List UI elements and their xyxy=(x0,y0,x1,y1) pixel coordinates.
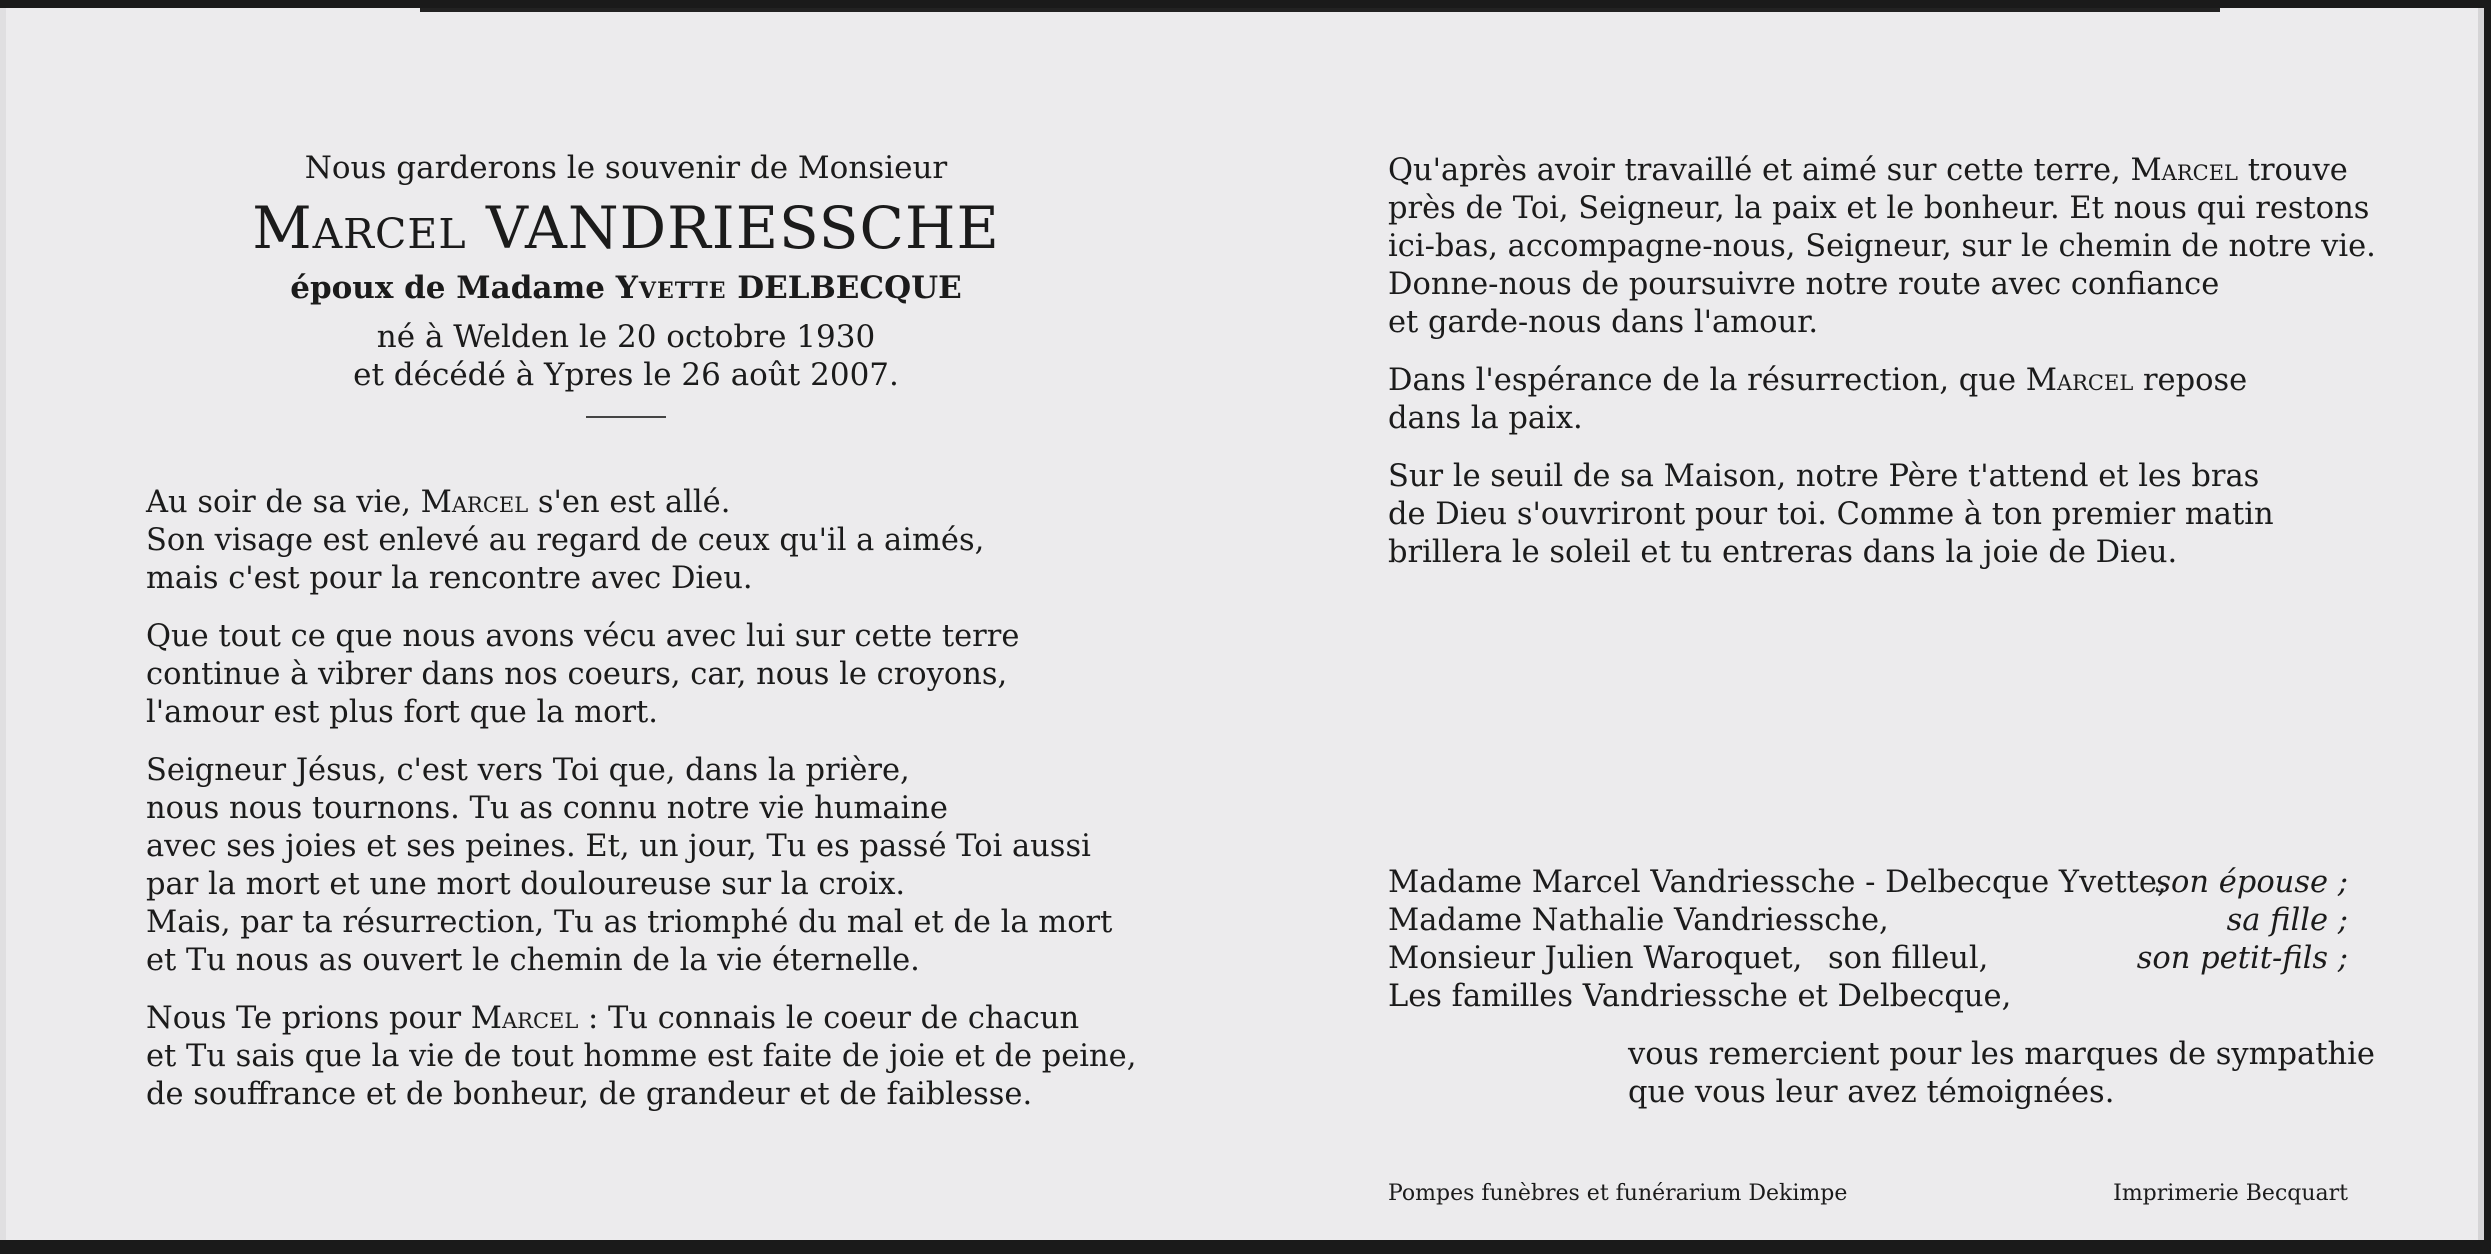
text-line: ici-bas, accompagne-nous, Seigneur, sur le chemin de notre vie. xyxy=(1388,229,2376,264)
spouse-line xyxy=(146,266,1106,310)
death-line: et décédé à Ypres le 26 août 2007. xyxy=(353,357,899,393)
dates xyxy=(146,318,1106,394)
memorial-card xyxy=(0,8,2484,1240)
family-name: Les familles Vandriessche et Delbecque, xyxy=(1388,979,2012,1014)
text-line: par la mort et une mort douloureuse sur la croix. xyxy=(146,867,906,902)
top-edge xyxy=(420,8,2220,12)
text-line: Mais, par ta résurrection, Tu as triomphé du mal et de la mort xyxy=(146,905,1113,940)
name-smallcaps: Marcel xyxy=(420,485,529,520)
thanks-text xyxy=(1628,1036,2375,1112)
last-name: VANDRIESSCHE xyxy=(486,194,1000,262)
divider xyxy=(586,416,666,418)
text-line: de Dieu s'ouvriront pour toi. Comme à ton premier matin xyxy=(1388,497,2274,532)
family-name: Madame Nathalie Vandriessche, xyxy=(1388,903,1889,938)
funeral-home: Pompes funèbres et funérarium Dekimpe xyxy=(1388,1181,1848,1206)
family-list xyxy=(1388,864,2348,1016)
text-line: Au soir de sa vie, xyxy=(146,485,421,520)
text-line: mais c'est pour la rencontre avec Dieu. xyxy=(146,561,753,596)
text-line: avec ses joies et ses peines. Et, un jour, Tu es passé Toi aussi xyxy=(146,829,1091,864)
family-role: son filleul, xyxy=(1828,941,1989,976)
text-line: l'amour est plus fort que la mort. xyxy=(146,695,658,730)
family-name: Monsieur Julien Waroquet, xyxy=(1388,941,1803,976)
text-line: Seigneur Jésus, c'est vers Toi que, dans la prière, xyxy=(146,753,910,788)
family-row xyxy=(1388,940,2348,978)
text-line: trouve xyxy=(2238,153,2348,188)
text-line: Nous Te prions pour xyxy=(146,1001,471,1036)
text-line: près de Toi, Seigneur, la paix et le bonheur. Et nous qui restons xyxy=(1388,191,2370,226)
text-line: Son visage est enlevé au regard de ceux qu'il a aimés, xyxy=(146,523,985,558)
spouse-prefix: époux de Madame xyxy=(290,270,605,306)
text-line: Dans l'espérance de la résurrection, que xyxy=(1388,363,2026,398)
text-line: s'en est allé. xyxy=(528,485,731,520)
family-relation: sa fille ; xyxy=(2226,903,2348,938)
text-line: Que tout ce que nous avons vécu avec lui sur cette terre xyxy=(146,619,1020,654)
deceased-name xyxy=(146,192,1106,264)
spouse-last: DELBECQUE xyxy=(737,270,962,306)
text-line: brillera le soleil et tu entreras dans la joie de Dieu. xyxy=(1388,535,2178,570)
memorial-header xyxy=(146,146,1106,418)
paragraph xyxy=(1388,152,2376,342)
paragraph xyxy=(146,484,1196,598)
text-line: continue à vibrer dans nos coeurs, car, nous le croyons, xyxy=(146,657,1008,692)
paragraph xyxy=(146,618,1196,732)
text-line: : Tu connais le coeur de chacun xyxy=(578,1001,1080,1036)
text-line: que vous leur avez témoignées. xyxy=(1628,1075,2115,1110)
paragraph xyxy=(146,1000,1196,1114)
family-name: Madame Marcel Vandriessche - Delbecque Yvette, xyxy=(1388,865,2167,900)
text-line: Sur le seuil de sa Maison, notre Père t'attend et les bras xyxy=(1388,459,2260,494)
text-line: dans la paix. xyxy=(1388,401,1583,436)
text-line: nous nous tournons. Tu as connu notre vie humaine xyxy=(146,791,948,826)
birth-line: né à Welden le 20 octobre 1930 xyxy=(376,319,876,355)
text-line: et garde-nous dans l'amour. xyxy=(1388,305,1819,340)
family-row xyxy=(1388,902,2348,940)
text-line: repose xyxy=(2133,363,2248,398)
text-line: Qu'après avoir travaillé et aimé sur cette terre, xyxy=(1388,153,2131,188)
first-name: Marcel xyxy=(252,194,467,262)
text-line: Donne-nous de poursuivre notre route avec confiance xyxy=(1388,267,2220,302)
spouse-first: Yvette xyxy=(615,270,727,306)
paragraph xyxy=(1388,458,2348,572)
intro-line: Nous garderons le souvenir de Monsieur xyxy=(304,150,948,186)
right-text xyxy=(1388,152,2376,592)
left-text xyxy=(146,484,1196,1134)
name-smallcaps: Marcel xyxy=(2025,363,2134,398)
family-row xyxy=(1388,864,2348,902)
paragraph xyxy=(146,752,1196,980)
text-line: de souffrance et de bonheur, de grandeur et de faiblesse. xyxy=(146,1077,1033,1112)
text-line: vous remercient pour les marques de sympathie xyxy=(1628,1037,2375,1072)
name-smallcaps: Marcel xyxy=(470,1001,579,1036)
printer: Imprimerie Becquart xyxy=(2113,1181,2348,1206)
family-row xyxy=(1388,978,2348,1016)
family-relation: son épouse ; xyxy=(2155,865,2348,900)
text-line: et Tu nous as ouvert le chemin de la vie éternelle. xyxy=(146,943,920,978)
name-smallcaps: Marcel xyxy=(2130,153,2239,188)
text-line: et Tu sais que la vie de tout homme est faite de joie et de peine, xyxy=(146,1039,1137,1074)
family-relation: son petit-fils ; xyxy=(2136,941,2348,976)
paragraph xyxy=(1388,362,2348,438)
